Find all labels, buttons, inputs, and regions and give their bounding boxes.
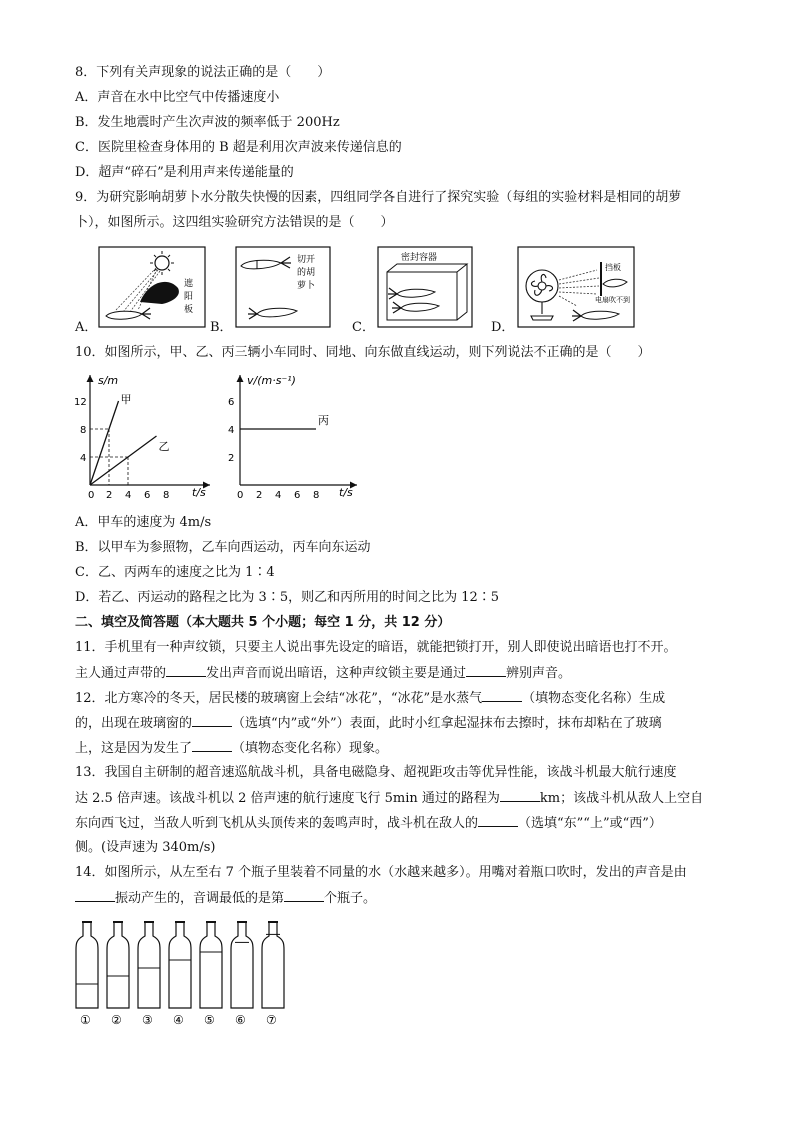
y-tick-label: 2: [228, 453, 235, 464]
bottle-label: ①: [80, 1013, 91, 1027]
q11-line2: [75, 664, 571, 683]
section2-title: 二、填空及简答题（本大题共 5 个小题；每空 1 分，共 12 分）: [75, 615, 451, 630]
x-tick-label: 2: [256, 490, 263, 501]
carrot-icon: [572, 310, 619, 321]
q10-stem: 10．如图所示，甲、乙、丙三辆小车同时、同地、向东做直线运动，则下列说法不正确的是（ ）: [75, 345, 651, 360]
q12-line2: [75, 714, 662, 733]
q13-blank-2[interactable]: [478, 814, 518, 827]
q14-blank-1[interactable]: [75, 889, 115, 902]
x-tick-label: 8: [163, 490, 170, 501]
bottle-6: [231, 922, 253, 1027]
q12-text-f: （填物态变化名称）现象。: [232, 741, 389, 756]
q8-option-c: C．医院里检查身体用的 B 超是利用次声波来传递信息的: [75, 140, 402, 155]
bottle-label: ②: [111, 1013, 122, 1027]
q12-line1: [75, 689, 665, 708]
q9-b-text3: 萝卜: [297, 281, 316, 291]
q12-blank-3[interactable]: [192, 739, 232, 752]
q13-line3: [75, 814, 662, 833]
q14-blank-2[interactable]: [284, 889, 324, 902]
q13-line4: 侧。(设声速为 340m/s): [75, 840, 216, 855]
q14-text-a: 振动产生的，音调最低的是第: [115, 891, 285, 906]
q12-blank-2[interactable]: [192, 714, 232, 727]
q13-text-d: （选填“东”“上”或“西”）: [518, 816, 662, 831]
sun-icon: [150, 251, 174, 275]
q9-figure-a-label: A．: [75, 320, 98, 335]
q10-option-c: C．乙、丙两车的速度之比为 1∶4: [75, 565, 275, 580]
q13-text-b: km；该战斗机从敌人上空自: [539, 791, 704, 806]
q10-option-d: D．若乙、丙运动的路程之比为 3∶5，则乙和丙所用的时间之比为 12∶5: [75, 590, 500, 605]
y-tick-label: 8: [80, 425, 87, 436]
q9-a-text1: 遮: [184, 279, 194, 289]
q12-line3: [75, 739, 388, 758]
q8-option-d: D．超声“碎石”是利用声来传递能量的: [75, 165, 294, 180]
carrot-icon: [392, 302, 439, 313]
q13-blank-1[interactable]: [500, 789, 540, 802]
q9-a-text2: 阳: [184, 292, 194, 302]
q11-text-b: 发出声音而说出暗语，这种声纹锁主要是通过: [206, 666, 467, 681]
q12-text-c: 的，出现在玻璃窗的: [75, 716, 193, 731]
q14-line2: [75, 889, 376, 908]
q11-blank-2[interactable]: [466, 664, 506, 677]
q11-text-c: 辨别声音。: [506, 666, 572, 681]
q9-figure-d-label: D．: [491, 320, 515, 335]
q9-a-text3: 板: [184, 305, 194, 315]
x-tick-label: 8: [313, 490, 320, 501]
q11-text-a: 主人通过声带的: [75, 666, 167, 681]
x-tick-label: 6: [294, 490, 301, 501]
series-label: 甲: [120, 393, 132, 406]
q9-figure-b: [235, 246, 331, 328]
q9-stem-line2: 卜），如图所示。这四组实验研究方法错误的是（ ）: [75, 215, 394, 230]
q12-text-a: 12．北方寒冷的冬天，居民楼的玻璃窗上会结“冰花”，“冰花”是水蒸气: [75, 691, 483, 706]
q10-chart-st: [70, 370, 220, 505]
chart1-xlabel: t/s: [192, 486, 206, 499]
bottle-1: [76, 922, 98, 1027]
q14-bottles-figure: [70, 918, 290, 1028]
q14-text-b: 个瓶子。: [324, 891, 377, 906]
x-tick-label: 2: [106, 490, 113, 501]
chart2-xlabel: t/s: [339, 486, 353, 499]
y-tick-label: 4: [80, 453, 87, 464]
q12-blank-1[interactable]: [482, 689, 522, 702]
q14-line1: 14．如图所示，从左至右 7 个瓶子里装着不同量的水（水越来越多）。用嘴对着瓶口吹时，发出的声音是由: [75, 865, 687, 880]
bottle-7: [262, 922, 284, 1027]
carrot-icon: [388, 288, 435, 299]
y-tick-label: 6: [228, 397, 235, 408]
bottle-label: ⑦: [266, 1013, 277, 1027]
q9-d-text1: 挡板: [605, 263, 621, 272]
q9-b-text2: 的胡: [297, 268, 316, 278]
q9-d-text2: 电扇吹不到: [595, 296, 630, 304]
q9-figure-d: [517, 246, 635, 328]
x-tick-label: 4: [125, 490, 132, 501]
series-label: 丙: [318, 414, 329, 427]
q9-stem-line1: 9．为研究影响胡萝卜水分散失快慢的因素，四组同学各自进行了探究实验（每组的实验材料是相同的胡萝: [75, 190, 682, 205]
q13-text-c: 东向西飞过，当敌人听到飞机从头顶传来的轰鸣声时，战斗机在敌人的: [75, 816, 479, 831]
series-label: 乙: [158, 440, 170, 453]
bottle-label: ⑤: [204, 1013, 215, 1027]
q9-figure-a: [98, 246, 206, 328]
q11-blank-1[interactable]: [166, 664, 206, 677]
q9-b-text1: 切开: [297, 255, 316, 265]
bottle-3: [138, 922, 160, 1027]
y-tick-label: 12: [74, 397, 87, 408]
x-tick-label: 0: [88, 490, 95, 501]
series-line-yi: [90, 436, 157, 485]
q12-text-d: （选填“内”或“外”）表面，此时小红拿起湿抹布去擦时，抹布却粘在了玻璃: [232, 716, 662, 731]
chart2-ylabel: v/(m·s⁻¹): [247, 374, 296, 387]
x-tick-label: 0: [237, 490, 244, 501]
q12-text-b: （填物态变化名称）生成: [522, 691, 666, 706]
x-tick-label: 4: [275, 490, 282, 501]
chart1-ylabel: s/m: [98, 374, 119, 387]
series-line-jia: [90, 401, 119, 485]
carrot-icon: [248, 308, 297, 319]
q8-stem: 8．下列有关声现象的说法正确的是（ ）: [75, 65, 331, 80]
q8-option-a: A．声音在水中比空气中传播速度小: [75, 90, 280, 105]
q9-c-text1: 密封容器: [401, 253, 438, 263]
shade-board-shape: [140, 282, 179, 304]
q12-text-e: 上，这是因为发生了: [75, 741, 193, 756]
bottle-label: ⑥: [235, 1013, 246, 1027]
q9-figure-c: [377, 246, 473, 328]
bottle-2: [107, 922, 129, 1027]
q10-option-a: A．甲车的速度为 4m/s: [75, 515, 212, 530]
bottle-4: [169, 922, 191, 1027]
bottle-label: ③: [142, 1013, 153, 1027]
q8-option-b: B．发生地震时产生次声波的频率低于 200Hz: [75, 115, 340, 130]
bottle-label: ④: [173, 1013, 184, 1027]
x-tick-label: 6: [144, 490, 151, 501]
carrot-icon: [106, 308, 151, 319]
carrot-icon: [241, 257, 291, 269]
bottle-5: [200, 922, 222, 1027]
electric-fan-icon: [526, 270, 558, 320]
q13-line1: 13．我国自主研制的超音速巡航战斗机，具备电磁隐身、超视距攻击等优异性能，该战斗机最大航行速度: [75, 765, 677, 780]
y-tick-label: 4: [228, 425, 235, 436]
q13-text-a: 达 2.5 倍声速。该战斗机以 2 倍声速的航行速度飞行 5min 通过的路程为: [75, 791, 500, 806]
q9-figure-b-label: B．: [210, 320, 233, 335]
q13-line2: [75, 789, 703, 808]
q9-figure-c-label: C．: [352, 320, 375, 335]
q10-option-b: B．以甲车为参照物，乙车向西运动，丙车向东运动: [75, 540, 371, 555]
carrot-icon: [603, 279, 627, 287]
q11-line1: 11．手机里有一种声纹锁，只要主人说出事先设定的暗语，就能把锁打开，别人即使说出暗语也打不开。: [75, 640, 677, 655]
q10-chart-vt: [215, 370, 375, 505]
